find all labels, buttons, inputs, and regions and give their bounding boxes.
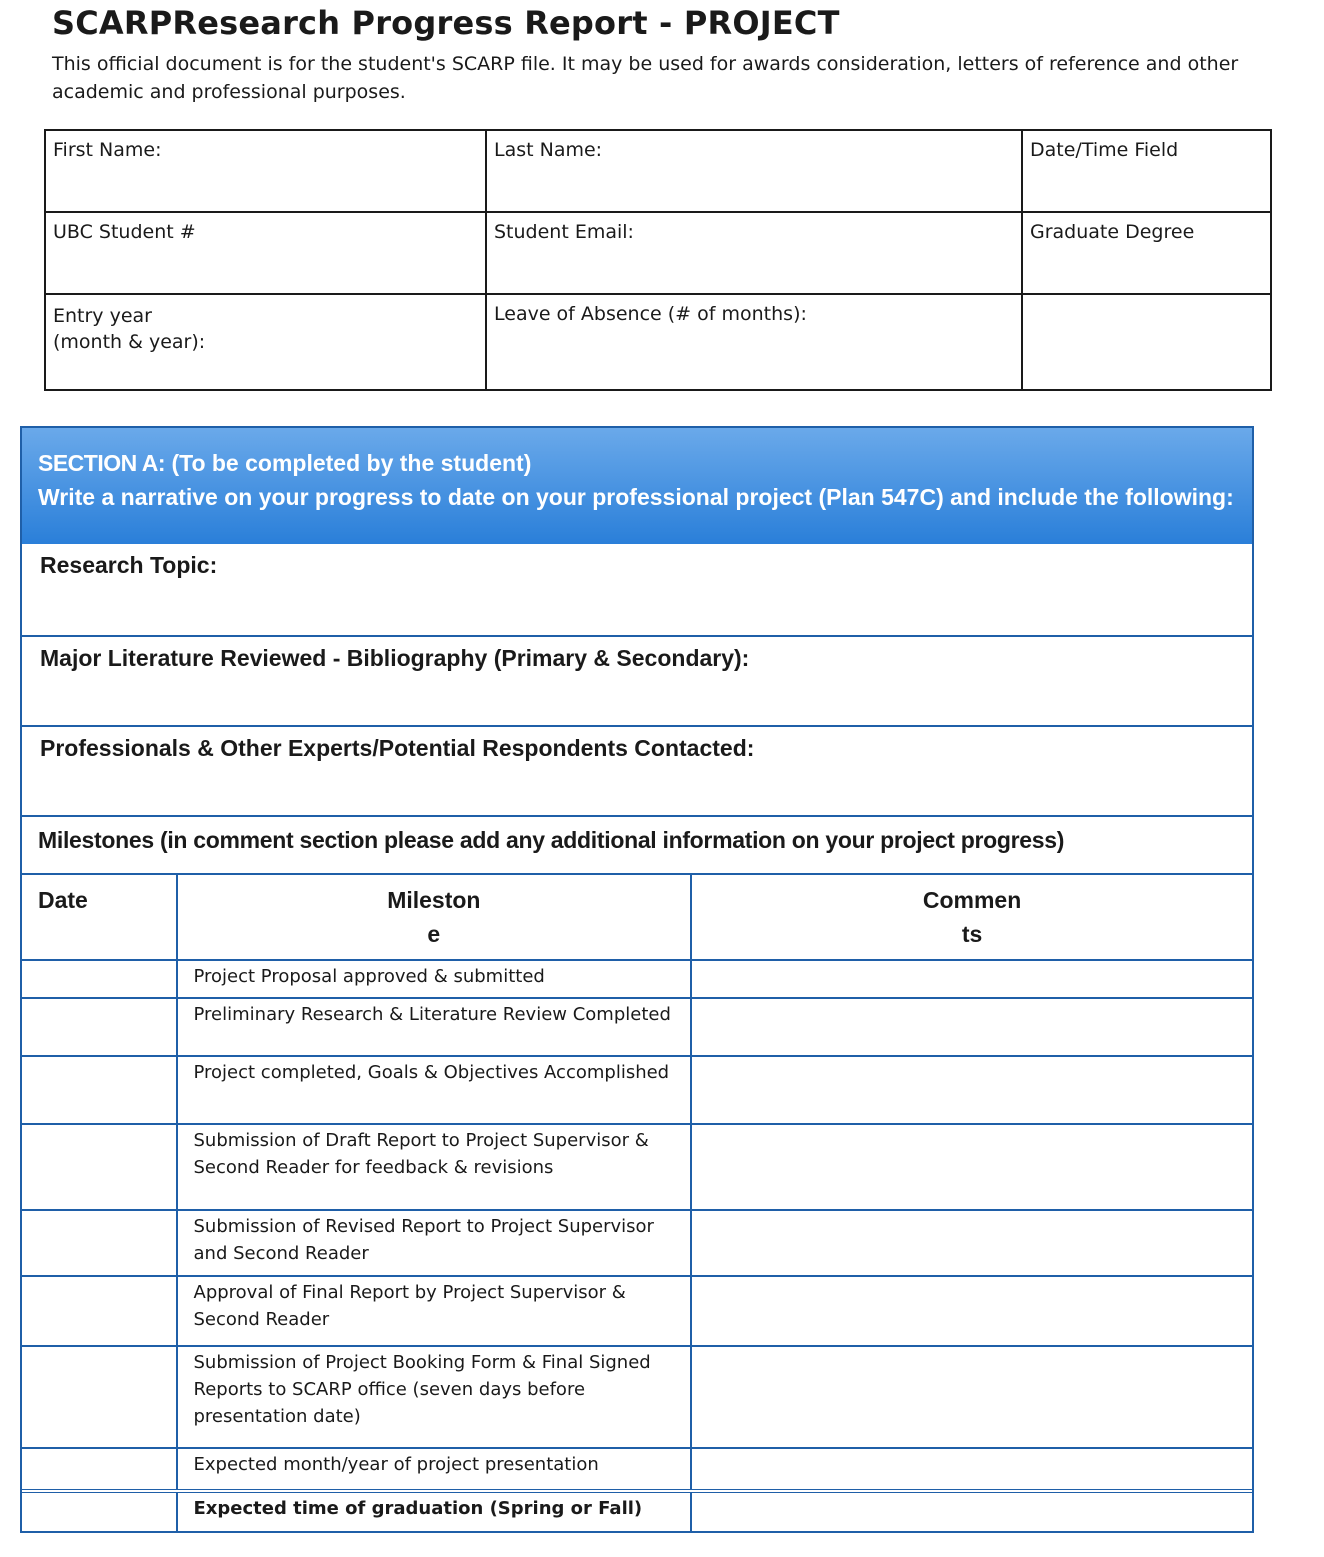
graduate-degree-field[interactable] (1022, 212, 1271, 294)
comment-cell[interactable] (691, 1448, 1252, 1491)
comment-cell[interactable] (691, 1210, 1252, 1276)
entry-year-label: Entry year (53, 305, 152, 327)
comment-cell[interactable] (691, 1056, 1252, 1124)
entry-year-field[interactable] (45, 294, 486, 390)
date-cell[interactable] (22, 998, 177, 1056)
student-email-field[interactable] (486, 212, 1022, 294)
date-cell[interactable] (22, 1276, 177, 1346)
ubc-student-field[interactable] (45, 212, 486, 294)
col-milestone-header (177, 874, 692, 960)
milestone-cell: Expected time of graduation (Spring or Fall) (177, 1491, 692, 1531)
first-name-label: First Name: (53, 139, 162, 161)
col-milestone-label: Milestone (387, 887, 481, 947)
last-name-field[interactable] (486, 130, 1022, 212)
section-a-sub: (To be completed by the student) (171, 450, 532, 476)
date-cell[interactable] (22, 1056, 177, 1124)
student-email-label: Student Email: (494, 221, 634, 243)
date-time-field[interactable] (1022, 130, 1271, 212)
section-a-instruction: Write a narrative on your progress to date on your professional project (Plan 547C) and include the following: (38, 484, 1234, 510)
col-comments-label: Comments (922, 887, 1022, 947)
entry-year-sublabel: (month & year): (53, 331, 206, 353)
professionals-field[interactable] (22, 725, 1252, 815)
table-row (22, 1448, 1252, 1491)
page-title: SCARPResearch Progress Report - PROJECT (52, 4, 840, 42)
table-row (22, 1346, 1252, 1448)
date-cell[interactable] (22, 1491, 177, 1531)
milestone-cell: Preliminary Research & Literature Review Completed (177, 998, 692, 1056)
date-time-label: Date/Time Field (1030, 139, 1179, 161)
comment-cell[interactable] (691, 1346, 1252, 1448)
date-cell[interactable] (22, 1210, 177, 1276)
table-row (22, 1210, 1252, 1276)
table-row (22, 1056, 1252, 1124)
table-row (22, 1491, 1252, 1531)
date-cell[interactable] (22, 1124, 177, 1210)
milestones-title: Milestones (in comment section please add any additional information on your project progress) (22, 815, 1252, 873)
section-a-banner (22, 428, 1252, 544)
milestone-cell: Approval of Final Report by Project Supervisor & Second Reader (177, 1276, 692, 1346)
milestone-cell: Project completed, Goals & Objectives Accomplished (177, 1056, 692, 1124)
table-row (22, 960, 1252, 998)
comment-cell[interactable] (691, 1491, 1252, 1531)
literature-field[interactable] (22, 635, 1252, 725)
milestone-cell: Submission of Revised Report to Project Supervisor and Second Reader (177, 1210, 692, 1276)
graduate-degree-label: Graduate Degree (1030, 221, 1195, 243)
col-comments-header (691, 874, 1252, 960)
milestone-cell: Project Proposal approved & submitted (177, 960, 692, 998)
first-name-field[interactable] (45, 130, 486, 212)
research-topic-field[interactable] (22, 544, 1252, 635)
milestone-cell: Submission of Draft Report to Project Supervisor & Second Reader for feedback & revisions (177, 1124, 692, 1210)
date-cell[interactable] (22, 1346, 177, 1448)
intro-text: This official document is for the student's SCARP file. It may be used for awards consideration, letters of reference and other academic and professional purposes. (52, 53, 1239, 103)
literature-label: Major Literature Reviewed - Bibliography (Primary & Secondary): (40, 645, 750, 671)
comment-cell[interactable] (691, 998, 1252, 1056)
col-date-header: Date (22, 874, 177, 960)
comment-cell[interactable] (691, 1124, 1252, 1210)
date-cell[interactable] (22, 960, 177, 998)
last-name-label: Last Name: (494, 139, 603, 161)
professionals-label: Professionals & Other Experts/Potential Respondents Contacted: (40, 735, 755, 761)
ubc-student-label: UBC Student # (53, 221, 196, 243)
leave-of-absence-label: Leave of Absence (# of months): (494, 303, 807, 325)
comment-cell[interactable] (691, 1276, 1252, 1346)
date-cell[interactable] (22, 1448, 177, 1491)
section-a-label: SECTION A: (38, 450, 166, 476)
milestone-cell: Expected month/year of project presentation (177, 1448, 692, 1491)
table-row (22, 1124, 1252, 1210)
leave-of-absence-field[interactable] (486, 294, 1022, 390)
research-topic-label: Research Topic: (40, 552, 218, 578)
student-info-table (44, 129, 1272, 391)
table-row (22, 998, 1252, 1056)
table-row (22, 1276, 1252, 1346)
blank-field[interactable] (1022, 294, 1271, 390)
comment-cell[interactable] (691, 960, 1252, 998)
section-a (20, 426, 1254, 1533)
milestones-table (22, 873, 1252, 1531)
milestone-cell: Submission of Project Booking Form & Final Signed Reports to SCARP office (seven days before presentation date) (177, 1346, 692, 1448)
